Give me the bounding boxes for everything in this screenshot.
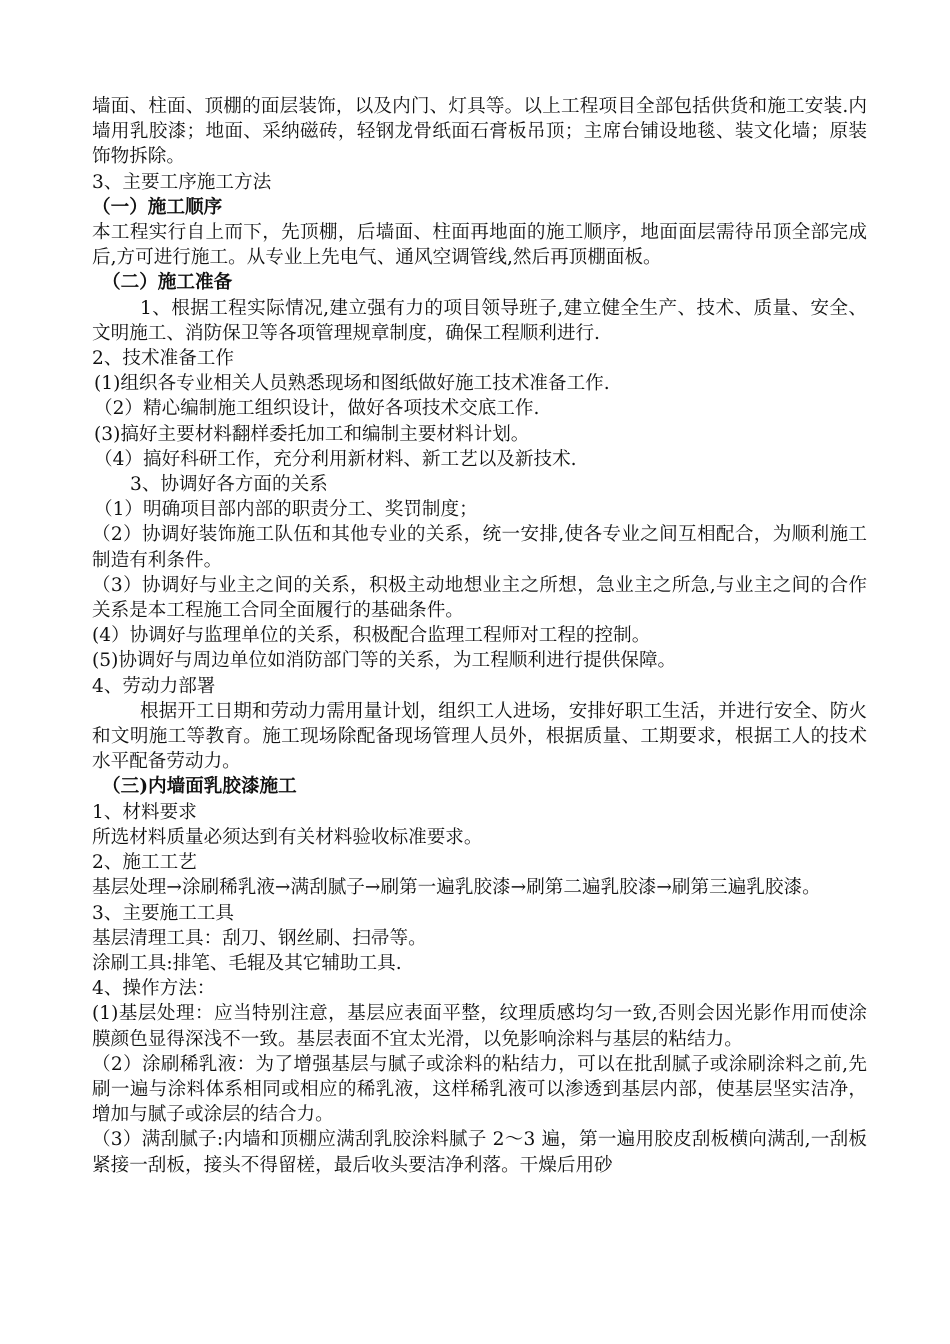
coordination-item-2: （2）协调好装饰施工队伍和其他专业的关系，统一安排,使各专业之间互相配合，为顺利施工制造有利条件。 bbox=[92, 524, 867, 571]
subheading-technical-prep: 2、技术准备工作 bbox=[92, 348, 234, 370]
coordination-item-1: （1）明确项目部内部的职责分工、奖罚制度； bbox=[94, 499, 478, 521]
section-title-preparation: （二）施工准备 bbox=[102, 272, 233, 294]
preparation-paragraph-1: 1、根据工程实际情况,建立强有力的项目领导班子,建立健全生产、技术、质量、安全、文明施工、消防保卫等各项管理规章制度，确保工程顺利进行. bbox=[92, 297, 867, 344]
coordination-item-3: （3）协调好与业主之间的关系，积极主动地想业主之所想，急业主之所急,与业主之间的合作关系是本工程施工合同全面履行的基础条件。 bbox=[92, 574, 867, 622]
document-page bbox=[92, 94, 867, 1178]
intro-paragraph: 墙面、柱面、顶棚的面层装饰，以及内门、灯具等。以上工程项目全部包括供货和施工安装.内墙用乳胶漆；地面、采纳磁砖，轻钢龙骨纸面石膏板吊顶；主席台铺设地毯、装文化墙；原装饰物拆除。 bbox=[92, 96, 867, 168]
technical-prep-item-3: (3)搞好主要材料翻样委托加工和编制主要材料计划。 bbox=[94, 423, 530, 445]
coordination-item-5: (5)协调好与周边单位如消防部门等的关系，为工程顺利进行提供保障。 bbox=[92, 650, 677, 672]
subheading-process: 2、施工工艺 bbox=[92, 852, 197, 874]
construction-sequence-paragraph: 本工程实行自上而下，先顶棚，后墙面、柱面再地面的施工顺序，地面面层需待吊顶全部完成后,方可进行施工。从专业上先电气、通风空调管线,然后再顶棚面板。 bbox=[92, 222, 867, 269]
labor-paragraph: 根据开工日期和劳动力需用量计划，组织工人进场，安排好职工生活，并进行安全、防火和文明施工等教育。施工现场除配备现场管理人员外，根据质量、工期要求，根据工人的技术水平配备劳动力。 bbox=[92, 700, 867, 773]
subheading-labor: 4、劳动力部署 bbox=[92, 675, 216, 697]
technical-prep-item-1: (1)组织各专业相关人员熟悉现场和图纸做好施工技术准备工作. bbox=[94, 373, 610, 395]
section-title-construction-sequence: （一）施工顺序 bbox=[92, 196, 223, 218]
coordination-item-4: (4）协调好与监理单位的关系，积极配合监理工程师对工程的控制。 bbox=[92, 625, 651, 647]
tools-cleaning: 基层清理工具：刮刀、钢丝刷、扫帚等。 bbox=[92, 927, 427, 949]
technical-prep-item-2: （2）精心编制施工组织设计，做好各项技术交底工作. bbox=[94, 398, 540, 420]
tools-painting: 涂刷工具:排笔、毛辊及其它辅助工具. bbox=[92, 952, 402, 974]
subheading-material-requirements: 1、材料要求 bbox=[92, 801, 197, 823]
subheading-coordination: 3、协调好各方面的关系 bbox=[130, 474, 328, 496]
subheading-operation: 4、操作方法： bbox=[92, 978, 216, 1000]
operation-item-2: （2）涂刷稀乳液：为了增强基层与腻子或涂料的粘结力，可以在批刮腻子或涂刷涂料之前,先刷一遍与涂料体系相同或相应的稀乳液，这样稀乳液可以渗透到基层内部，使基层坚实洁净，增加与腻子或涂层的结合力。 bbox=[92, 1053, 867, 1126]
subheading-tools: 3、主要施工工具 bbox=[92, 902, 234, 924]
material-requirements-text: 所选材料质量必须达到有关材料验收标准要求。 bbox=[92, 826, 483, 848]
section-title-latex-paint: （三)内墙面乳胶漆施工 bbox=[102, 776, 297, 798]
operation-item-3: （3）满刮腻子:内墙和顶棚应满刮乳胶涂料腻子 2～3 遍，第一遍用胶皮刮板横向满刮,一刮板紧接一刮板，接头不得留槎，最后收头要洁净利落。干燥后用砂 bbox=[92, 1129, 867, 1176]
operation-item-1: (1)基层处理：应当特别注意，基层应表面平整，纹理质感均匀一致,否则会因光影作用而使涂膜颜色显得深浅不一致。基层表面不宜太光滑，以免影响涂料与基层的粘结力。 bbox=[92, 1003, 867, 1050]
process-text: 基层处理→涂刷稀乳液→满刮腻子→刷第一遍乳胶漆→刷第二遍乳胶漆→刷第三遍乳胶漆。 bbox=[92, 877, 821, 899]
section-heading-3: 3、主要工序施工方法 bbox=[92, 171, 272, 193]
technical-prep-item-4: （4）搞好科研工作，充分利用新材料、新工艺以及新技术. bbox=[94, 448, 577, 470]
